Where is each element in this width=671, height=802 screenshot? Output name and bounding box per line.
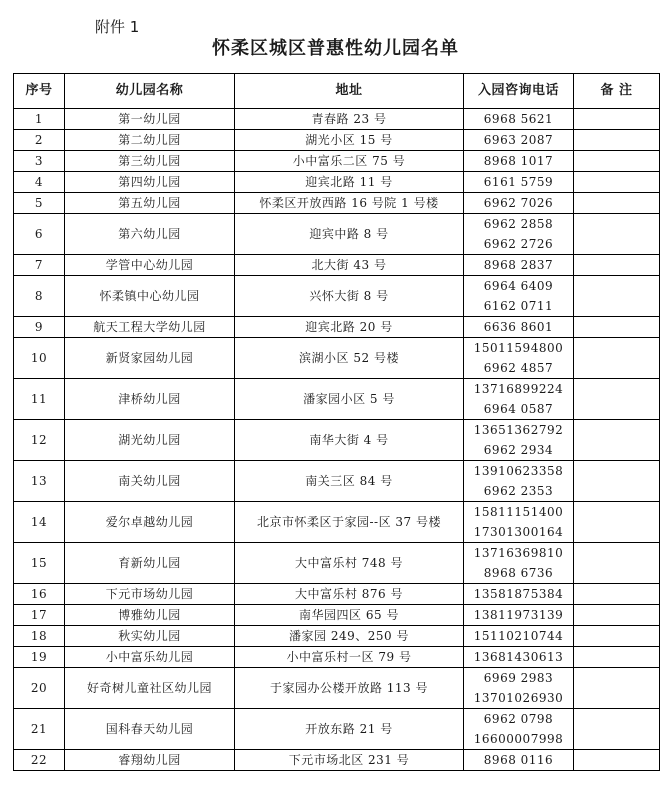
table-row <box>14 130 660 151</box>
row-number: 16 <box>14 584 65 605</box>
row-number: 15 <box>14 543 65 584</box>
row-number: 6 <box>14 214 65 255</box>
row-number: 5 <box>14 193 65 214</box>
remarks-cell <box>574 172 660 193</box>
table-row <box>14 379 660 420</box>
phone-number: 13681430613 <box>473 650 564 664</box>
phone-number: 6964 6409 <box>483 279 554 293</box>
phone-cell <box>464 584 574 605</box>
phone-number: 6962 2726 <box>483 237 554 251</box>
remarks-cell <box>574 626 660 647</box>
phone-cell <box>464 626 574 647</box>
table-row <box>14 420 660 461</box>
kindergarten-name: 津桥幼儿园 <box>65 379 235 420</box>
kindergarten-name: 下元市场幼儿园 <box>65 584 235 605</box>
kindergarten-name: 睿翔幼儿园 <box>65 750 235 771</box>
phone-number: 13910623358 <box>473 464 564 478</box>
phone-cell <box>464 276 574 317</box>
kindergarten-name: 南关幼儿园 <box>65 461 235 502</box>
phone-cell <box>464 750 574 771</box>
phone-number: 13581875384 <box>473 587 564 601</box>
kindergarten-address: 小中富乐村一区 79 号 <box>235 647 464 668</box>
row-number: 2 <box>14 130 65 151</box>
row-number: 9 <box>14 317 65 338</box>
phone-number: 6969 2983 <box>483 671 554 685</box>
phone-number: 15110210744 <box>473 629 564 643</box>
header-name: 幼儿园名称 <box>65 74 235 109</box>
kindergarten-name: 学管中心幼儿园 <box>65 255 235 276</box>
row-number: 7 <box>14 255 65 276</box>
phone-number: 6161 5759 <box>483 175 554 189</box>
table-row <box>14 338 660 379</box>
kindergarten-name: 小中富乐幼儿园 <box>65 647 235 668</box>
phone-cell <box>464 543 574 584</box>
kindergarten-address: 青春路 23 号 <box>235 109 464 130</box>
header-address: 地址 <box>235 74 464 109</box>
phone-number: 6962 2353 <box>483 484 554 498</box>
phone-cell <box>464 151 574 172</box>
remarks-cell <box>574 668 660 709</box>
kindergarten-address: 北大街 43 号 <box>235 255 464 276</box>
phone-number: 13651362792 <box>473 423 564 437</box>
phone-cell <box>464 461 574 502</box>
kindergarten-name: 第一幼儿园 <box>65 109 235 130</box>
phone-number: 8968 1017 <box>483 154 554 168</box>
kindergarten-address: 南华大街 4 号 <box>235 420 464 461</box>
phone-cell <box>464 502 574 543</box>
row-number: 10 <box>14 338 65 379</box>
kindergarten-name: 第六幼儿园 <box>65 214 235 255</box>
row-number: 8 <box>14 276 65 317</box>
kindergarten-name: 好奇树儿童社区幼儿园 <box>65 668 235 709</box>
remarks-cell <box>574 130 660 151</box>
kindergarten-name: 博雅幼儿园 <box>65 605 235 626</box>
header-remarks: 备 注 <box>574 74 660 109</box>
kindergarten-address: 北京市怀柔区于家园--区 37 号楼 <box>235 502 464 543</box>
phone-cell <box>464 193 574 214</box>
kindergarten-address: 迎宾中路 8 号 <box>235 214 464 255</box>
table-row <box>14 647 660 668</box>
table-row <box>14 317 660 338</box>
phone-number: 8968 6736 <box>483 566 554 580</box>
phone-number: 6962 7026 <box>483 196 554 210</box>
kindergarten-address: 南华园四区 65 号 <box>235 605 464 626</box>
kindergarten-address: 滨湖小区 52 号楼 <box>235 338 464 379</box>
kindergarten-name: 第四幼儿园 <box>65 172 235 193</box>
table-row <box>14 605 660 626</box>
remarks-cell <box>574 461 660 502</box>
phone-number: 13716899224 <box>473 382 564 396</box>
kindergarten-name: 第五幼儿园 <box>65 193 235 214</box>
table-row <box>14 750 660 771</box>
row-number: 22 <box>14 750 65 771</box>
row-number: 11 <box>14 379 65 420</box>
remarks-cell <box>574 214 660 255</box>
kindergarten-table <box>13 73 660 771</box>
kindergarten-address: 小中富乐二区 75 号 <box>235 151 464 172</box>
row-number: 21 <box>14 709 65 750</box>
table-row <box>14 584 660 605</box>
phone-number: 15811151400 <box>473 505 564 519</box>
phone-cell <box>464 172 574 193</box>
phone-cell <box>464 647 574 668</box>
table-row <box>14 172 660 193</box>
phone-number: 16600007998 <box>473 732 564 746</box>
row-number: 19 <box>14 647 65 668</box>
remarks-cell <box>574 647 660 668</box>
remarks-cell <box>574 584 660 605</box>
remarks-cell <box>574 420 660 461</box>
kindergarten-name: 爱尔卓越幼儿园 <box>65 502 235 543</box>
row-number: 17 <box>14 605 65 626</box>
kindergarten-address: 兴怀大街 8 号 <box>235 276 464 317</box>
phone-number: 17301300164 <box>473 525 564 539</box>
remarks-cell <box>574 379 660 420</box>
phone-number: 6962 4857 <box>483 361 554 375</box>
phone-cell <box>464 379 574 420</box>
table-row <box>14 668 660 709</box>
phone-cell <box>464 317 574 338</box>
header-phone: 入园咨询电话 <box>464 74 574 109</box>
row-number: 3 <box>14 151 65 172</box>
kindergarten-address: 潘家园 249、250 号 <box>235 626 464 647</box>
table-row <box>14 626 660 647</box>
remarks-cell <box>574 709 660 750</box>
phone-number: 13701026930 <box>473 691 564 705</box>
phone-number: 13716369810 <box>473 546 564 560</box>
phone-cell <box>464 214 574 255</box>
phone-number: 6968 5621 <box>483 112 554 126</box>
table-row <box>14 461 660 502</box>
remarks-cell <box>574 605 660 626</box>
phone-number: 8968 0116 <box>483 753 554 767</box>
kindergarten-address: 于家园办公楼开放路 113 号 <box>235 668 464 709</box>
kindergarten-name: 国科春天幼儿园 <box>65 709 235 750</box>
remarks-cell <box>574 193 660 214</box>
remarks-cell <box>574 317 660 338</box>
remarks-cell <box>574 543 660 584</box>
remarks-cell <box>574 276 660 317</box>
remarks-cell <box>574 109 660 130</box>
phone-cell <box>464 338 574 379</box>
kindergarten-address: 潘家园小区 5 号 <box>235 379 464 420</box>
phone-cell <box>464 668 574 709</box>
table-row <box>14 276 660 317</box>
remarks-cell <box>574 255 660 276</box>
table-row <box>14 214 660 255</box>
row-number: 20 <box>14 668 65 709</box>
phone-number: 6162 0711 <box>483 299 554 313</box>
kindergarten-name: 湖光幼儿园 <box>65 420 235 461</box>
remarks-cell <box>574 338 660 379</box>
kindergarten-name: 秋实幼儿园 <box>65 626 235 647</box>
kindergarten-name: 第三幼儿园 <box>65 151 235 172</box>
table-row <box>14 193 660 214</box>
table-row <box>14 543 660 584</box>
phone-number: 6636 8601 <box>483 320 554 334</box>
phone-cell <box>464 255 574 276</box>
phone-cell <box>464 420 574 461</box>
kindergarten-address: 湖光小区 15 号 <box>235 130 464 151</box>
phone-number: 13811973139 <box>473 608 564 622</box>
phone-number: 8968 2837 <box>483 258 554 272</box>
phone-cell <box>464 709 574 750</box>
phone-number: 15011594800 <box>473 341 564 355</box>
attachment-label: 附件 1 <box>95 18 140 36</box>
row-number: 4 <box>14 172 65 193</box>
phone-cell <box>464 130 574 151</box>
remarks-cell <box>574 502 660 543</box>
row-number: 14 <box>14 502 65 543</box>
remarks-cell <box>574 151 660 172</box>
phone-cell <box>464 109 574 130</box>
kindergarten-name: 第二幼儿园 <box>65 130 235 151</box>
kindergarten-name: 航天工程大学幼儿园 <box>65 317 235 338</box>
kindergarten-address: 大中富乐村 876 号 <box>235 584 464 605</box>
row-number: 1 <box>14 109 65 130</box>
kindergarten-name: 怀柔镇中心幼儿园 <box>65 276 235 317</box>
kindergarten-address: 迎宾北路 20 号 <box>235 317 464 338</box>
table-row <box>14 709 660 750</box>
kindergarten-address: 迎宾北路 11 号 <box>235 172 464 193</box>
table-row <box>14 502 660 543</box>
kindergarten-name: 新贤家园幼儿园 <box>65 338 235 379</box>
kindergarten-address: 南关三区 84 号 <box>235 461 464 502</box>
table-row <box>14 255 660 276</box>
phone-number: 6964 0587 <box>483 402 554 416</box>
table-row <box>14 151 660 172</box>
row-number: 12 <box>14 420 65 461</box>
row-number: 18 <box>14 626 65 647</box>
header-number: 序号 <box>14 74 65 109</box>
kindergarten-name: 育新幼儿园 <box>65 543 235 584</box>
document-title: 怀柔区城区普惠性幼儿园名单 <box>212 38 459 59</box>
remarks-cell <box>574 750 660 771</box>
phone-number: 6963 2087 <box>483 133 554 147</box>
kindergarten-address: 大中富乐村 748 号 <box>235 543 464 584</box>
phone-cell <box>464 605 574 626</box>
table-row <box>14 109 660 130</box>
phone-number: 6962 2858 <box>483 217 554 231</box>
kindergarten-address: 怀柔区开放西路 16 号院 1 号楼 <box>235 193 464 214</box>
phone-number: 6962 2934 <box>483 443 554 457</box>
table-header-row <box>14 74 660 109</box>
row-number: 13 <box>14 461 65 502</box>
kindergarten-address: 下元市场北区 231 号 <box>235 750 464 771</box>
kindergarten-address: 开放东路 21 号 <box>235 709 464 750</box>
phone-number: 6962 0798 <box>483 712 554 726</box>
